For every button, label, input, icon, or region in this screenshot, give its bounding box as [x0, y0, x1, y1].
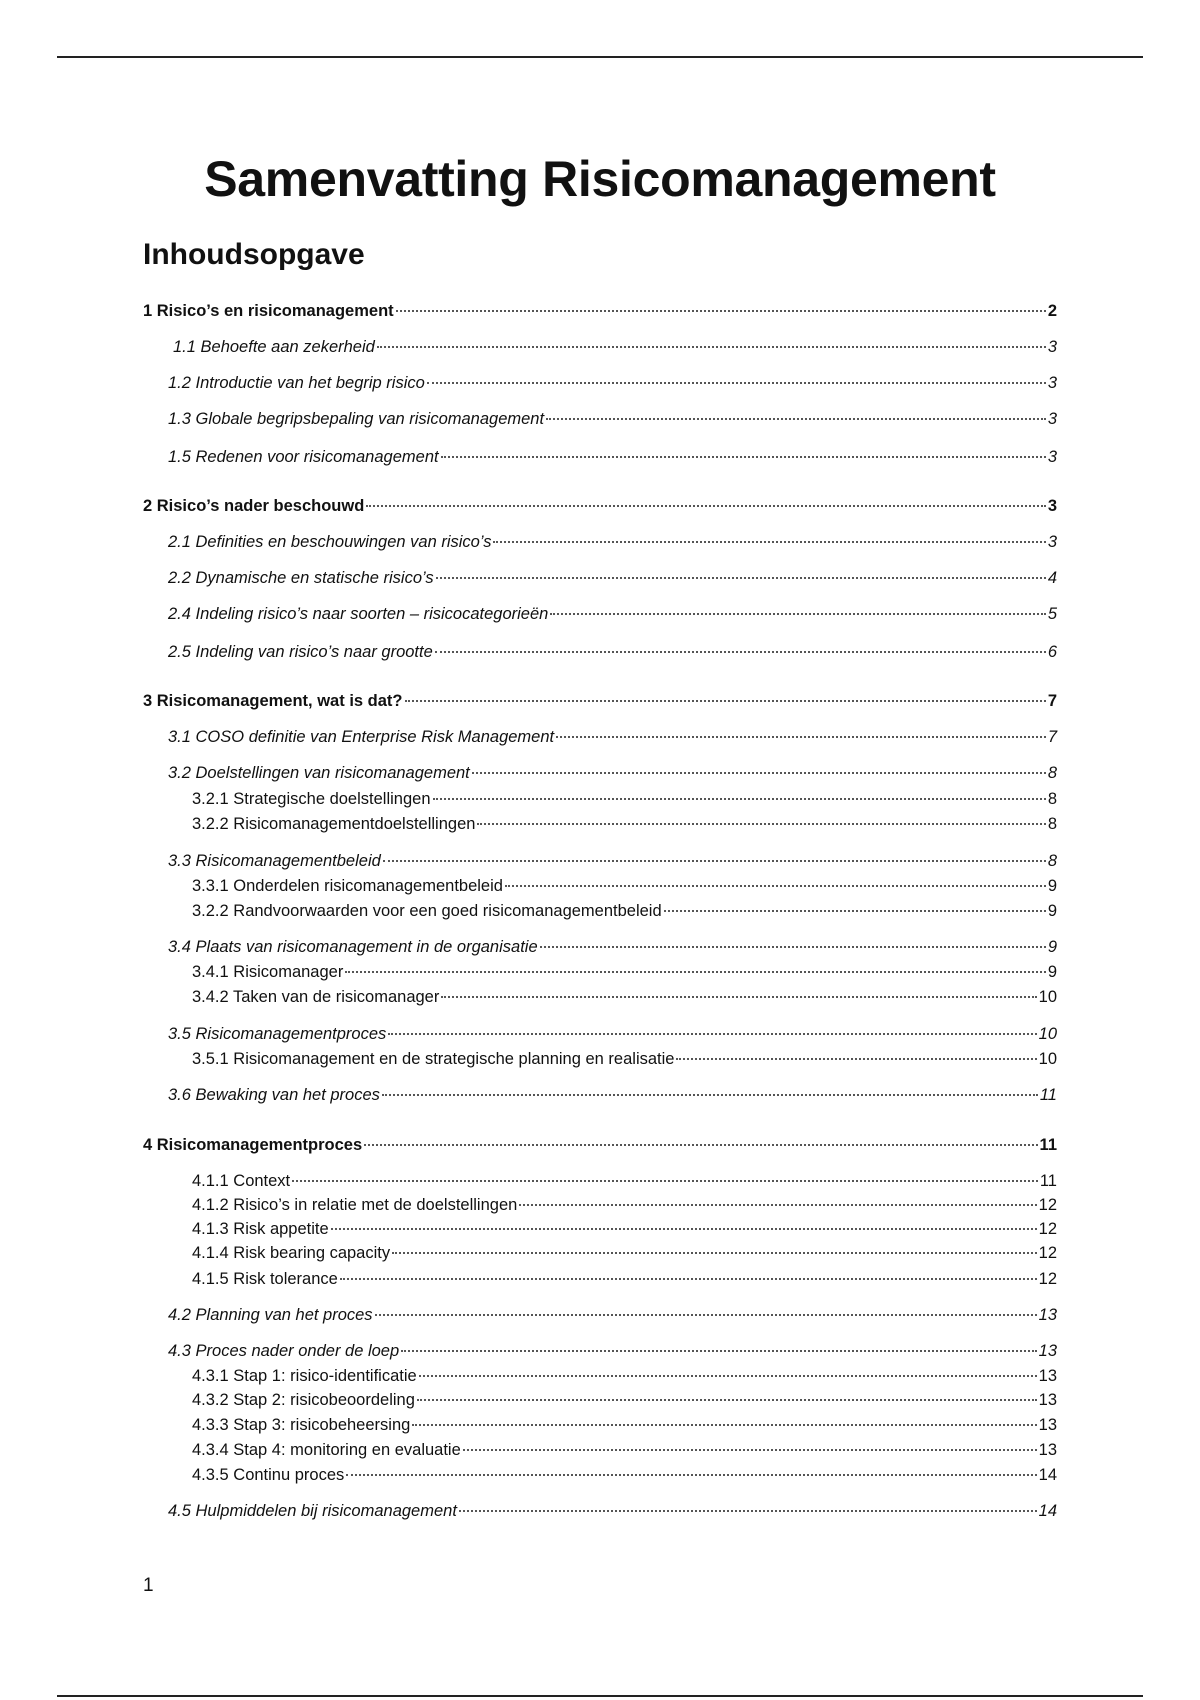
toc-entry-page: 9 [1047, 938, 1057, 956]
toc-dot-leader [463, 1449, 1037, 1451]
toc-entry[interactable] [192, 1219, 1057, 1239]
toc-dot-leader [364, 1144, 1037, 1146]
toc-entry-page: 11 [1039, 1086, 1057, 1104]
toc-entry-label: 3.2 Doelstellingen van risicomanagement [168, 764, 470, 782]
toc-entry-page: 13 [1038, 1391, 1057, 1409]
toc-entry[interactable] [168, 727, 1057, 747]
toc-entry-label: 4.1.2 Risico’s in relatie met de doelstellingen [192, 1196, 518, 1214]
toc-entry[interactable] [192, 987, 1057, 1007]
toc-entry-page: 9 [1047, 963, 1057, 981]
toc-entry-label: 3.1 COSO definitie van Enterprise Risk Management [168, 728, 555, 746]
toc-entry-page: 3 [1047, 533, 1057, 551]
toc-dot-leader [676, 1058, 1036, 1060]
toc-entry-label: 3.4.2 Taken van de risicomanager [192, 988, 440, 1006]
toc-entry-page: 14 [1038, 1466, 1057, 1484]
toc-entry-label: 4.3.4 Stap 4: monitoring en evaluatie [192, 1441, 461, 1459]
toc-dot-leader [331, 1228, 1037, 1230]
toc-entry[interactable] [143, 691, 1057, 711]
toc-entry[interactable] [168, 1085, 1057, 1105]
toc-dot-leader [375, 1314, 1037, 1316]
toc-entry[interactable] [192, 814, 1057, 834]
toc-dot-leader [441, 456, 1046, 458]
toc-entry-page: 14 [1038, 1502, 1057, 1520]
toc-entry-label: 1.3 Globale begripsbepaling van risicomanagement [168, 410, 545, 428]
document-title: Samenvatting Risicomanagement [204, 151, 996, 207]
toc-dot-leader [292, 1180, 1038, 1182]
toc-entry[interactable] [168, 409, 1057, 429]
footer-rule [57, 1695, 1143, 1697]
toc-entry-page: 7 [1047, 692, 1057, 710]
toc-dot-leader [340, 1278, 1037, 1280]
toc-entry[interactable] [168, 642, 1057, 662]
toc-dot-leader [419, 1375, 1037, 1377]
toc-dot-leader [377, 346, 1046, 348]
toc-entry-label: 1.1 Behoefte aan zekerheid [173, 338, 375, 356]
toc-entry[interactable] [168, 1305, 1057, 1325]
toc-dot-leader [519, 1204, 1036, 1206]
toc-dot-leader [401, 1350, 1036, 1352]
toc-entry-page: 8 [1047, 852, 1057, 870]
toc-entry-label: 4.1.4 Risk bearing capacity [192, 1244, 391, 1262]
toc-entry[interactable] [168, 1024, 1057, 1044]
toc-entry-page: 3 [1047, 338, 1057, 356]
toc-dot-leader [664, 910, 1046, 912]
toc-entry-label: 2 Risico’s nader beschouwd [143, 497, 365, 515]
toc-entry[interactable] [168, 568, 1057, 588]
toc-entry-label: 4.2 Planning van het proces [168, 1306, 373, 1324]
toc-dot-leader [435, 651, 1046, 653]
toc-entry[interactable] [168, 447, 1057, 467]
toc-entry-page: 8 [1047, 764, 1057, 782]
toc-entry-page: 3 [1047, 374, 1057, 392]
toc-entry[interactable] [192, 1269, 1057, 1289]
toc-entry[interactable] [168, 937, 1057, 957]
toc-entry[interactable] [168, 532, 1057, 552]
toc-entry-page: 11 [1039, 1172, 1057, 1190]
toc-entry-page: 8 [1047, 815, 1057, 833]
toc-dot-leader [436, 577, 1046, 579]
toc-entry-page: 12 [1038, 1220, 1057, 1238]
toc-entry-page: 12 [1038, 1196, 1057, 1214]
toc-entry[interactable] [168, 373, 1057, 393]
toc-entry[interactable] [168, 1501, 1057, 1521]
toc-entry[interactable] [192, 1465, 1057, 1485]
toc-entry-label: 3 Risicomanagement, wat is dat? [143, 692, 403, 710]
toc-dot-leader [412, 1424, 1036, 1426]
toc-entry-page: 10 [1038, 1025, 1057, 1043]
toc-entry-page: 4 [1047, 569, 1057, 587]
toc-entry-page: 12 [1038, 1244, 1057, 1262]
toc-entry-label: 3.4 Plaats van risicomanagement in de organisatie [168, 938, 538, 956]
toc-entry-label: 3.5 Risicomanagementproces [168, 1025, 387, 1043]
page-number: 1 [143, 1575, 154, 1596]
toc-entry[interactable] [168, 604, 1057, 624]
toc-entry[interactable] [192, 962, 1057, 982]
toc-entry-label: 4.3.5 Continu proces [192, 1466, 345, 1484]
toc-entry-label: 4 Risicomanagementproces [143, 1136, 363, 1154]
toc-entry-label: 2.1 Definities en beschouwingen van risico’s [168, 533, 492, 551]
toc-entry-page: 9 [1047, 902, 1057, 920]
toc-entry-label: 2.5 Indeling van risico’s naar grootte [168, 643, 433, 661]
toc-entry[interactable] [168, 851, 1057, 871]
toc-entry[interactable] [168, 763, 1057, 783]
toc-entry-label: 2.2 Dynamische en statische risico’s [168, 569, 434, 587]
toc-entry-page: 8 [1047, 790, 1057, 808]
toc-dot-leader [459, 1510, 1037, 1512]
toc-entry-label: 4.3 Proces nader onder de loep [168, 1342, 400, 1360]
toc-dot-leader [388, 1033, 1036, 1035]
toc-entry-label: 3.2.2 Randvoorwaarden voor een goed risicomanagementbeleid [192, 902, 662, 920]
toc-entry-label: 3.6 Bewaking van het proces [168, 1086, 380, 1104]
toc-entry-label: 3.2.2 Risicomanagementdoelstellingen [192, 815, 476, 833]
toc-entry-page: 3 [1047, 497, 1057, 515]
toc-dot-leader [382, 1094, 1038, 1096]
toc-dot-leader [550, 613, 1045, 615]
toc-dot-leader [366, 505, 1046, 507]
toc-dot-leader [441, 996, 1036, 998]
toc-entry-label: 3.3 Risicomanagementbeleid [168, 852, 381, 870]
toc-entry-label: 2.4 Indeling risico’s naar soorten – risicocategorieën [168, 605, 549, 623]
toc-entry-page: 13 [1038, 1441, 1057, 1459]
toc-entry[interactable] [192, 1049, 1057, 1069]
toc-entry-page: 10 [1038, 988, 1057, 1006]
toc-dot-leader [405, 700, 1046, 702]
toc-entry-page: 6 [1047, 643, 1057, 661]
toc-dot-leader [546, 418, 1046, 420]
toc-dot-leader [556, 736, 1046, 738]
toc-entry-page: 13 [1038, 1416, 1057, 1434]
toc-heading: Inhoudsopgave [143, 238, 365, 271]
toc-entry[interactable] [143, 301, 1057, 321]
toc-entry-page: 13 [1038, 1342, 1057, 1360]
toc-entry-label: 1.2 Introductie van het begrip risico [168, 374, 425, 392]
toc-entry-label: 4.5 Hulpmiddelen bij risicomanagement [168, 1502, 457, 1520]
toc-entry[interactable] [192, 1390, 1057, 1410]
toc-entry-page: 11 [1039, 1136, 1057, 1154]
toc-entry-label: 3.4.1 Risicomanager [192, 963, 344, 981]
toc-entry[interactable] [192, 876, 1057, 896]
toc-entry-label: 3.2.1 Strategische doelstellingen [192, 790, 431, 808]
toc-entry[interactable] [192, 1415, 1057, 1435]
toc-dot-leader [472, 772, 1046, 774]
toc-entry-label: 4.3.2 Stap 2: risicobeoordeling [192, 1391, 415, 1409]
toc-entry-page: 3 [1047, 448, 1057, 466]
toc-entry[interactable] [192, 1366, 1057, 1386]
toc-entry-page: 3 [1047, 410, 1057, 428]
toc-entry-label: 1.5 Redenen voor risicomanagement [168, 448, 439, 466]
toc-entry[interactable] [143, 496, 1057, 516]
toc-entry-label: 3.5.1 Risicomanagement en de strategische planning en realisatie [192, 1050, 675, 1068]
toc-entry[interactable] [192, 1243, 1057, 1263]
toc-entry[interactable] [168, 1341, 1057, 1361]
toc-dot-leader [493, 541, 1045, 543]
toc-entry-page: 13 [1038, 1306, 1057, 1324]
toc-entry-page: 12 [1038, 1270, 1057, 1288]
toc-entry[interactable] [192, 901, 1057, 921]
toc-entry-label: 4.3.1 Stap 1: risico-identificatie [192, 1367, 417, 1385]
toc-entry-label: 3.3.1 Onderdelen risicomanagementbeleid [192, 877, 503, 895]
toc-entry-page: 13 [1038, 1367, 1057, 1385]
toc-entry[interactable] [192, 789, 1057, 809]
toc-dot-leader [433, 798, 1046, 800]
toc-dot-leader [383, 860, 1046, 862]
toc-entry[interactable] [192, 1440, 1057, 1460]
toc-dot-leader [346, 1474, 1036, 1476]
toc-dot-leader [345, 971, 1045, 973]
toc-dot-leader [417, 1399, 1037, 1401]
toc-entry-page: 9 [1047, 877, 1057, 895]
toc-entry-page: 7 [1047, 728, 1057, 746]
toc-entry-label: 4.1.5 Risk tolerance [192, 1270, 338, 1288]
toc-entry[interactable] [143, 1135, 1057, 1155]
toc-dot-leader [392, 1252, 1037, 1254]
toc-dot-leader [427, 382, 1046, 384]
toc-entry[interactable] [173, 337, 1057, 357]
toc-entry-label: 1 Risico’s en risicomanagement [143, 302, 394, 320]
toc-entry[interactable] [192, 1171, 1057, 1191]
toc-entry-label: 4.3.3 Stap 3: risicobeheersing [192, 1416, 411, 1434]
toc-dot-leader [505, 885, 1046, 887]
toc-entry[interactable] [192, 1195, 1057, 1215]
toc-entry-label: 4.1.1 Context [192, 1172, 291, 1190]
toc-entry-page: 10 [1038, 1050, 1057, 1068]
toc-entry-page: 5 [1047, 605, 1057, 623]
toc-dot-leader [396, 310, 1046, 312]
toc-entry-label: 4.1.3 Risk appetite [192, 1220, 329, 1238]
toc-dot-leader [540, 946, 1046, 948]
toc-dot-leader [477, 823, 1045, 825]
toc-entry-page: 2 [1047, 302, 1057, 320]
